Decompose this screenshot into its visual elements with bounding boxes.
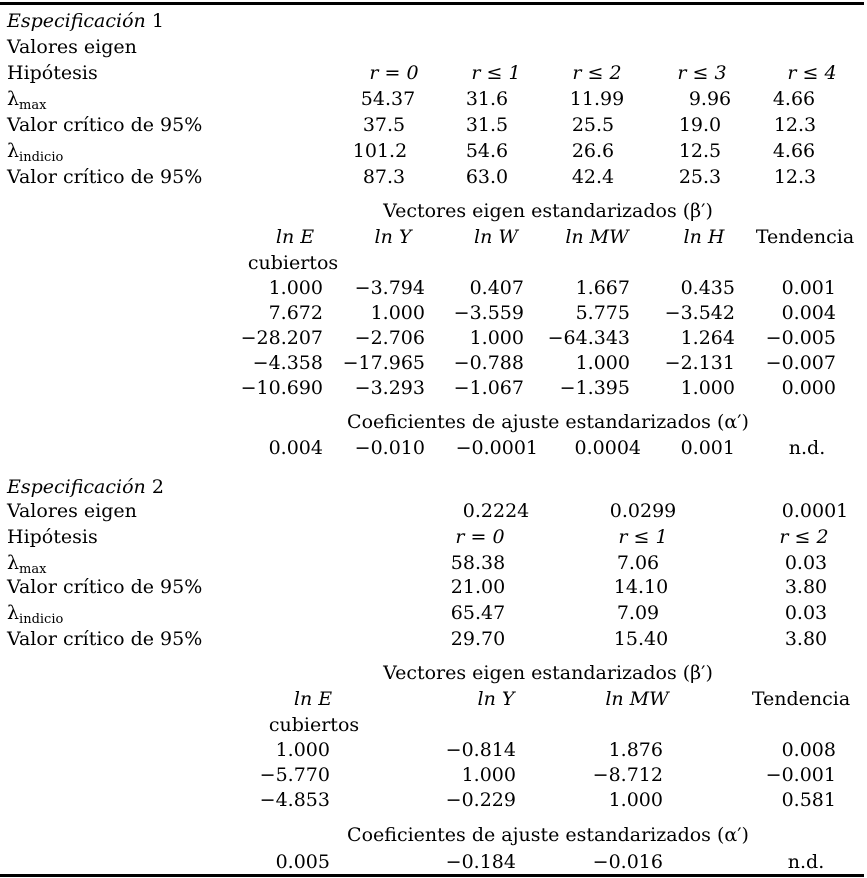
spec2-col-header: ln E [293, 688, 333, 710]
table-cell: 1.000 [370, 302, 425, 324]
spec1-col-header: ln Y [374, 226, 412, 248]
spec1-title-word: Especificación [7, 10, 146, 32]
spec2-hypothesis-label: Hipótesis [7, 526, 98, 548]
spec1-critical-value-label: Valor crítico de 95% [7, 114, 203, 136]
table-cell: 0.581 [781, 789, 836, 811]
spec1-crit2-cell: 25.3 [678, 166, 722, 188]
spec2-eigenvalues-label: Valores eigen [7, 500, 137, 522]
spec1-hypothesis-label: Hipótesis [7, 62, 98, 84]
table-cell: 1.000 [608, 789, 663, 811]
table-cell: −4.358 [252, 352, 323, 374]
spec2-vectors-title: Vectores eigen estandarizados (β′) [383, 662, 713, 684]
table-cell: −0.005 [765, 327, 836, 349]
table-cell: −17.965 [342, 352, 425, 374]
spec2-ltrace-cell: 65.47 [450, 602, 506, 624]
spec1-hyp-cell: r ≤ 2 [572, 62, 622, 84]
adj-cell: 0.004 [268, 437, 323, 459]
table-cell: 0.008 [781, 739, 836, 761]
table-cell: −64.343 [547, 327, 630, 349]
lambda-subscript: indicio [19, 150, 64, 165]
top-rule [0, 2, 864, 5]
table-cell: 1.000 [469, 327, 524, 349]
lambda-subscript: indicio [19, 612, 64, 627]
spec2-critical-value-label: Valor crítico de 95% [7, 576, 203, 598]
table-cell: −3.794 [354, 277, 425, 299]
spec1-lambda-trace-label [7, 140, 64, 165]
spec1-col-header: ln W [474, 226, 518, 248]
spec1-hyp-cell: r ≤ 3 [677, 62, 727, 84]
spec2-crit2-cell: 29.70 [450, 628, 506, 650]
spec2-lambda-trace-label [7, 602, 64, 627]
spec1-ltrace-cell: 12.5 [678, 140, 722, 162]
table-cell: 1.876 [608, 739, 663, 761]
table-cell: −2.706 [354, 327, 425, 349]
spec1-crit1-cell: 31.5 [465, 114, 509, 136]
table-cell: −0.007 [765, 352, 836, 374]
spec1-crit2-cell: 63.0 [465, 166, 509, 188]
lambda-subscript: max [19, 562, 47, 577]
spec1-hyp-cell: r = 0 [369, 62, 419, 84]
spec1-lmax-cell: 9.96 [688, 88, 732, 110]
spec1-crit2-cell: 87.3 [362, 166, 406, 188]
spec1-title-number: 1 [151, 10, 164, 32]
adj-cell: n.d. [787, 851, 825, 873]
spec2-lmax-cell: 0.03 [784, 552, 828, 574]
spec2-crit2-cell: 3.80 [784, 628, 828, 650]
spec1-crit1-cell: 12.3 [773, 114, 817, 136]
adj-cell: −0.016 [592, 851, 663, 873]
spec1-eigenvalues-label: Valores eigen [7, 36, 137, 58]
table-cell: 0.004 [781, 302, 836, 324]
table-cell: −0.814 [445, 739, 516, 761]
spec1-hyp-cell: r ≤ 1 [471, 62, 521, 84]
table-cell: 0.000 [781, 377, 836, 399]
spec2-lmax-cell: 58.38 [450, 552, 506, 574]
spec1-lmax-cell: 11.99 [569, 88, 625, 110]
spec2-col-header: ln MW [605, 688, 669, 710]
spec2-eigenvalue-cell: 0.2224 [462, 500, 530, 522]
spec1-crit1-cell: 25.5 [571, 114, 615, 136]
table-cell: −0.788 [453, 352, 524, 374]
spec2-crit2-cell: 15.40 [613, 628, 669, 650]
spec2-eigenvalue-cell: 0.0001 [781, 500, 849, 522]
table-cell: −1.067 [453, 377, 524, 399]
spec2-crit1-cell: 14.10 [613, 576, 669, 598]
table-cell: −0.001 [765, 764, 836, 786]
spec1-crit1-cell: 19.0 [678, 114, 722, 136]
spec2-col-subheader: cubiertos [268, 714, 360, 736]
spec2-title-number: 2 [151, 476, 164, 498]
spec1-crit2-cell: 42.4 [571, 166, 615, 188]
spec2-lmax-cell: 7.06 [616, 552, 660, 574]
table-cell: 7.672 [268, 302, 323, 324]
table-cell: 1.000 [680, 377, 735, 399]
spec1-critical-value-label-2: Valor crítico de 95% [7, 166, 203, 188]
spec1-col-subheader: cubiertos [247, 252, 339, 274]
table-cell: 0.435 [680, 277, 735, 299]
spec1-col-header: ln MW [565, 226, 629, 248]
spec2-eigenvalue-cell: 0.0299 [609, 500, 677, 522]
spec2-title-word: Especificación [7, 476, 146, 498]
lambda-symbol: λ [7, 552, 20, 574]
table-cell: −0.229 [445, 789, 516, 811]
adj-cell: −0.010 [354, 437, 425, 459]
table-cell: −8.712 [592, 764, 663, 786]
table-cell: 1.000 [461, 764, 516, 786]
spec1-adjustment-title: Coeficientes de ajuste estandarizados (α′) [347, 411, 749, 433]
table-cell: 5.775 [575, 302, 630, 324]
bottom-rule [0, 874, 864, 877]
spec1-col-header-trend: Tendencia [755, 226, 855, 248]
spec1-col-header: ln E [275, 226, 315, 248]
spec1-crit2-cell: 12.3 [773, 166, 817, 188]
spec2-lambda-max-label [7, 552, 47, 577]
table-cell: −1.395 [559, 377, 630, 399]
spec1-ltrace-cell: 101.2 [352, 140, 408, 162]
spec2-hyp-cell: r = 0 [455, 526, 505, 548]
spec1-col-header: ln H [683, 226, 725, 248]
spec1-lmax-cell: 54.37 [360, 88, 416, 110]
adj-cell: 0.005 [275, 851, 330, 873]
lambda-subscript: max [19, 98, 47, 113]
spec2-hyp-cell: r ≤ 2 [779, 526, 829, 548]
table-cell: 1.000 [575, 352, 630, 374]
spec1-ltrace-cell: 54.6 [465, 140, 509, 162]
table-cell: 1.264 [680, 327, 735, 349]
adj-cell: 0.001 [680, 437, 735, 459]
table-cell: −5.770 [259, 764, 330, 786]
spec2-title [7, 476, 164, 498]
spec2-crit1-cell: 21.00 [450, 576, 506, 598]
spec1-lambda-max-label [7, 88, 47, 113]
table-cell: 0.407 [469, 277, 524, 299]
adj-cell: n.d. [788, 437, 826, 459]
table-cell: −3.293 [354, 377, 425, 399]
lambda-symbol: λ [7, 602, 20, 624]
table-cell: 1.000 [275, 739, 330, 761]
spec1-title [7, 10, 164, 32]
table-cell: −28.207 [240, 327, 323, 349]
adj-cell: −0.184 [445, 851, 516, 873]
table-cell: 1.667 [575, 277, 630, 299]
spec1-crit1-cell: 37.5 [362, 114, 406, 136]
spec1-lmax-cell: 4.66 [772, 88, 816, 110]
lambda-symbol: λ [7, 88, 20, 110]
spec2-hyp-cell: r ≤ 1 [618, 526, 668, 548]
table-cell: 1.000 [268, 277, 323, 299]
lambda-symbol: λ [7, 140, 20, 162]
spec1-ltrace-cell: 26.6 [571, 140, 615, 162]
table-cell: −10.690 [240, 377, 323, 399]
spec2-ltrace-cell: 0.03 [784, 602, 828, 624]
spec1-lmax-cell: 31.6 [465, 88, 509, 110]
spec2-critical-value-label-2: Valor crítico de 95% [7, 628, 203, 650]
spec1-ltrace-cell: 4.66 [772, 140, 816, 162]
spec1-vectors-title: Vectores eigen estandarizados (β′) [383, 200, 713, 222]
adj-cell: 0.0004 [574, 437, 641, 459]
table-cell: −4.853 [259, 789, 330, 811]
spec2-ltrace-cell: 7.09 [616, 602, 660, 624]
spec2-crit1-cell: 3.80 [784, 576, 828, 598]
table-cell: 0.001 [781, 277, 836, 299]
spec2-col-header: ln Y [477, 688, 515, 710]
spec2-adjustment-title: Coeficientes de ajuste estandarizados (α′) [347, 824, 749, 846]
adj-cell: −0.0001 [455, 437, 538, 459]
table-cell: −2.131 [664, 352, 735, 374]
table-cell: −3.559 [453, 302, 524, 324]
table-cell: −3.542 [664, 302, 735, 324]
spec1-hyp-cell: r ≤ 4 [787, 62, 837, 84]
spec2-col-header-trend: Tendencia [751, 688, 851, 710]
